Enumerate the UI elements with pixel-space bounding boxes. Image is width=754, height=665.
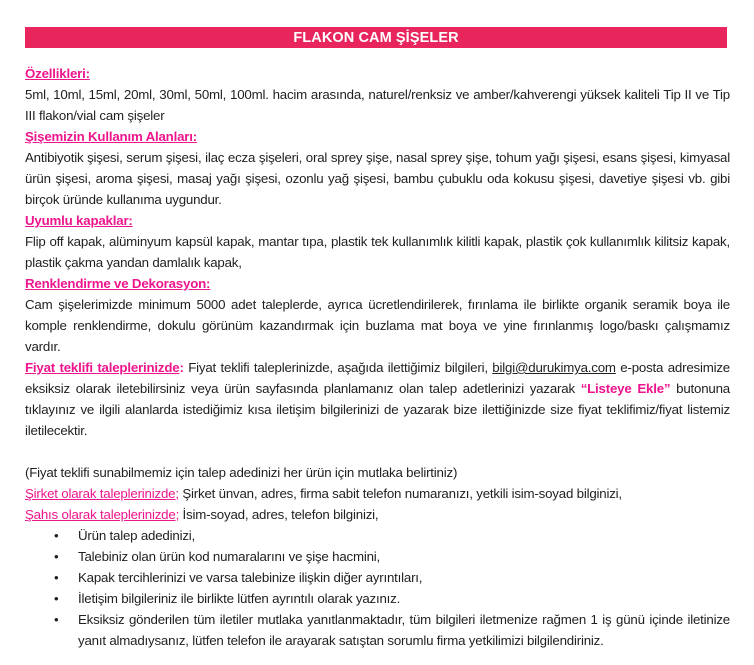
list-item-text: Kapak tercihlerinizi ve varsa talebinize ilişkin diğer ayrıntıları, xyxy=(78,570,423,585)
heading-uyumlu-kapaklar-line xyxy=(25,210,730,231)
title-bar xyxy=(25,27,727,48)
document-content xyxy=(25,63,730,651)
heading-renklendirme: Renklendirme ve Dekorasyon: xyxy=(25,276,211,291)
paragraph-sirket xyxy=(25,483,730,504)
blank-line xyxy=(25,441,730,462)
fiyat-text-after-email: e-posta adresimize eksiksiz olarak iletebilirsiniz veya ürün sayfasında planlamanız olan talep adetlerinizi yazarak xyxy=(25,360,731,396)
list-item xyxy=(78,525,730,546)
fiyat-text-before-email: Fiyat teklifi taleplerinizde, aşağıda ilettiğimiz bilgileri, xyxy=(183,360,493,375)
fiyat-text-after-button: butonuna tıklayınız ve ilgili alanlarda istediğimiz kısa iletişim bilgilerinizi de yazarak bize ilettiğinizde size fiyat teklifimiz/fiyat listemiz iletilecektir. xyxy=(25,381,731,438)
heading-uyumlu-kapaklar: Uyumlu kapaklar: xyxy=(25,213,133,228)
heading-kullanim-alanlari-line xyxy=(25,126,730,147)
list-item-text: Talebiniz olan ürün kod numaralarını ve şişe hacmini, xyxy=(78,549,381,564)
paragraph-kullanim-alanlari: Antibiyotik şişesi, serum şişesi, ilaç ecza şişeleri, oral sprey şişe, nasal sprey şişe, tohum yağı şişesi, esans şişesi, kimyasal ürün şişesi, aroma şişesi, masaj yağı şişesi, ozonlu yağ şişesi, bambu çubuklu oda kokusu şişesi, davetiye şişesi vb. gibi birçok üründe kullanıma uygundur. xyxy=(25,150,730,207)
heading-kullanim-alanlari: Şişemizin Kullanım Alanları: xyxy=(25,129,197,144)
paragraph-sahis xyxy=(25,504,730,525)
list-item-text: İletişim bilgileriniz ile birlikte lütfen ayrıntılı olarak yazınız. xyxy=(78,591,401,606)
paragraph-renklendirme: Cam şişelerimizde minimum 5000 adet taleplerde, ayrıca ücretlendirilerek, fırınlama ile birlikte organik seramik boya ile komple renklendirme, dokulu görünüm kazandırmak için buzlama mat boya ve yine fırınlanmış logo/baskı çalışmamız vardır. xyxy=(25,297,730,354)
listeye-ekle-label: “Listeye Ekle” xyxy=(580,381,671,396)
lead-sirket-separator: ; xyxy=(175,486,179,501)
heading-ozellikleri: Özellikleri: xyxy=(25,66,90,81)
list-item-text: Ürün talep adedinizi, xyxy=(78,528,196,543)
list-item xyxy=(78,546,730,567)
list-item xyxy=(78,609,730,651)
paragraph-ozellikleri: 5ml, 10ml, 15ml, 20ml, 30ml, 50ml, 100ml. hacim arasında, naturel/renksiz ve amber/kahverengi yüksek kaliteli Tip II ve Tip III flakon/vial cam şişeler xyxy=(25,87,730,123)
sahis-body: İsim-soyad, adres, telefon bilginizi, xyxy=(179,507,379,522)
heading-renklendirme-line xyxy=(25,273,730,294)
heading-ozellikleri-line xyxy=(25,63,730,84)
paragraph-talep-notu: (Fiyat teklifi sunabilmemiz için talep adedinizi her ürün için mutlaka belirtiniz) xyxy=(25,465,458,480)
page-title: FLAKON CAM ŞİŞELER xyxy=(293,30,459,46)
lead-sirket: Şirket olarak taleplerinizde xyxy=(25,486,176,501)
heading-fiyat-teklifi: Fiyat teklifi taleplerinizde xyxy=(25,360,180,375)
list-item xyxy=(78,588,730,609)
paragraph-fiyat-teklifi xyxy=(25,357,730,441)
list-item xyxy=(78,567,730,588)
paragraph-uyumlu-kapaklar: Flip off kapak, alüminyum kapsül kapak, mantar tıpa, plastik tek kullanımlık kilitli kapak, plastik çok kullanımlık kilitsiz kapak, plastik çakma yandan damlalık kapak, xyxy=(25,234,730,270)
list-item-text: Eksiksiz gönderilen tüm iletiler mutlaka yanıtlanmaktadır, tüm bilgileri iletmenize rağmen 1 iş günü içinde iletinize yanıt almadıysanız, lütfen telefon ile arayarak satıştan sorumlu firma yetkilimizi bilgilendiriniz. xyxy=(78,612,730,648)
lead-sahis: Şahıs olarak taleplerinizde xyxy=(25,507,176,522)
lead-sahis-separator: ; xyxy=(175,507,180,522)
email-link[interactable]: bilgi@durukimya.com xyxy=(492,360,616,375)
heading-fiyat-teklifi-colon: : xyxy=(179,360,184,375)
talep-bullet-list xyxy=(25,525,730,651)
sirket-body: Şirket ünvan, adres, firma sabit telefon numaranızı, yetkili isim-soyad bilginizi, xyxy=(178,486,622,501)
